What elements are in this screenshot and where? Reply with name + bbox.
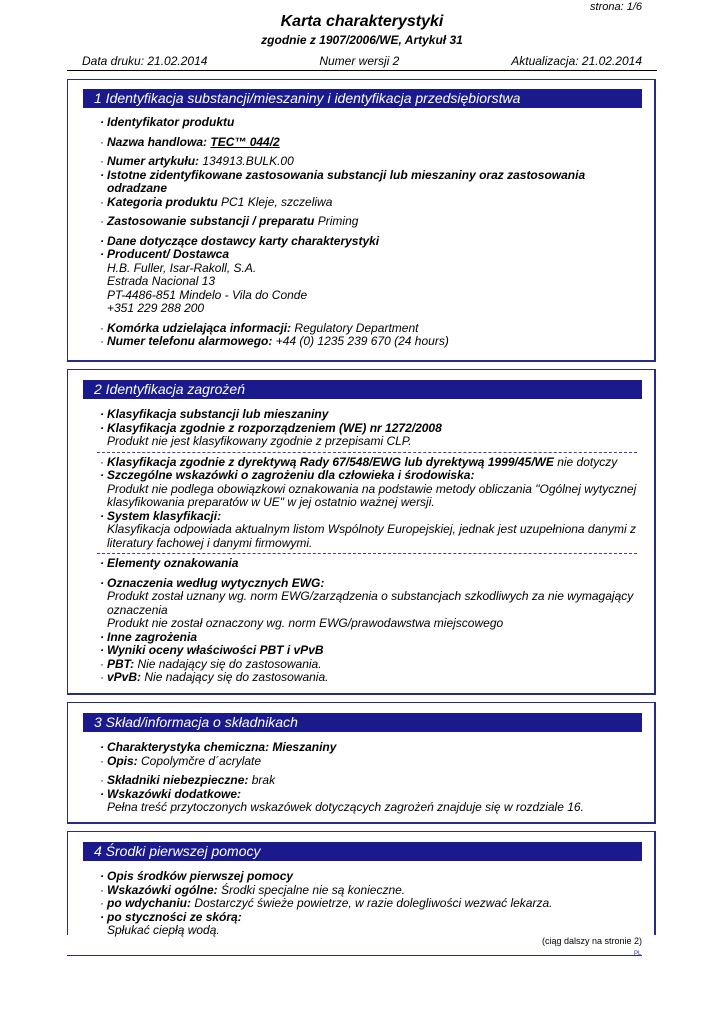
pbt: · PBT: Nie nadający się do zastosowania. [100, 656, 322, 671]
section-1 [67, 79, 656, 362]
dashed-divider [97, 553, 637, 554]
additional-info: · Wskazówki dodatkowe: [100, 786, 242, 801]
additional-info-text: Pełna treść przytoczonych wskazówek dotyczących zagrożeń znajduje się w rozdziale 16. [107, 800, 584, 814]
section-2-content [100, 408, 644, 685]
skin-contact-text: Spłukać ciepłą wodą. [107, 923, 220, 937]
version-number: Numer wersji 2 [319, 54, 400, 68]
eec-text-1: Produkt został uznany wg. norm EWG/zarządzenia o substancjach szkodliwych za nie wymagający oznaczenia [107, 589, 634, 617]
description: · Opis: Copolymčre d´acrylate [100, 753, 262, 768]
product-category: · Kategoria produktu PC1 Kleje, szczeliwa [100, 194, 333, 209]
language-code: PL [634, 951, 642, 957]
classification-system-text: Klasyfikacja odpowiada aktualnym listom Wspólnoty Europejskiej, jednak jest uzupełniona danymi z literatury fachowej i danymi firmowymi. [107, 522, 636, 550]
update-date: Aktualizacja: 21.02.2014 [511, 54, 642, 68]
section-2-title: 2 Identyfikacja zagrożeń [83, 380, 642, 399]
continuation-note: (ciąg dalszy na stronie 2) [541, 936, 642, 946]
hazardous-components: · Składniki niebezpieczne: brak [100, 773, 276, 787]
inhalation: · po wdychaniu: Dostarczyć świeże powietrze, w razie dolegliwości wezwać lekarza. [100, 896, 553, 910]
section-3-content [100, 741, 644, 815]
classification: · Klasyfikacja substancji lub mieszaniny [100, 407, 329, 421]
general-advice: · Wskazówki ogólne: Środki specjalne nie są konieczne. [100, 882, 406, 897]
header-divider [67, 70, 657, 71]
clp-text: Produkt nie jest klasyfikowany zgodnie z przepisami CLP. [107, 434, 412, 448]
emergency-phone: · Numer telefonu alarmowego: +44 (0) 1235 239 670 (24 hours) [100, 334, 449, 348]
section-4-title: 4 Środki pierwszej pomocy [83, 842, 642, 861]
address-line: PT-4486-851 Mindelo - Vila do Conde [107, 287, 308, 302]
footer-divider [67, 955, 642, 956]
document-title: Karta charakterystyki [280, 13, 444, 30]
vpvb: · vPvB: Nie nadający się do zastosowania. [100, 670, 329, 684]
document-subtitle: zgodnie z 1907/2006/WE, Artykuł 31 [261, 33, 463, 47]
first-aid-measures: · Opis środków pierwszej pomocy [100, 869, 294, 883]
dashed-divider [97, 452, 637, 453]
page-number: strona: 1/6 [590, 1, 642, 13]
supplier-details: · Dane dotyczące dostawcy karty charakterystyki [100, 233, 380, 248]
section-4-content [100, 870, 644, 938]
label-elements: · Elementy oznakowania [100, 556, 239, 570]
trade-name: · Nazwa handlowa: TEC™ 044/2 [100, 134, 280, 149]
section-2 [67, 369, 656, 695]
address-line: H.B. Fuller, Isar-Rakoll, S.A. [107, 260, 257, 275]
pbt-results: · Wyniki oceny właściwości PBT i vPvB [100, 643, 324, 657]
producer-label: · Producent/ Dostawca [100, 247, 230, 261]
clp-classification: · Klasyfikacja zgodnie z rozporządzeniem (WE) nr 1272/2008 [100, 420, 442, 435]
info-department: · Komórka udzielająca informacji: Regulatory Department [100, 320, 419, 335]
eec-marking: · Oznaczenia według wytycznych EWG: [100, 575, 325, 590]
chemical-characteristic: · Charakterystyka chemiczna: Mieszaniny [100, 740, 337, 754]
product-identifier: · Identyfikator produktu [100, 115, 235, 129]
section-1-content [100, 116, 644, 349]
application: · Zastosowanie substancji / preparatu Priming [100, 214, 359, 228]
dsd-classification: · Klasyfikacja zgodnie z dyrektywą Rady 67/548/EWG lub dyrektywą 1999/45/WE nie dotyczy [100, 454, 618, 469]
skin-contact: · po styczności ze skórą: [100, 909, 242, 924]
address-line: Estrada Nacional 13 [107, 274, 216, 288]
address-line: +351 229 288 200 [107, 301, 205, 315]
other-hazards: · Inne zagrożenia [100, 629, 198, 644]
article-number: · Numer artykułu: 134913.BULK.00 [100, 154, 294, 168]
special-hazards: · Szczególne wskazówki o zagrożeniu dla człowieka i środowiska: [100, 468, 475, 482]
identified-uses: · Istotne zidentyfikowane zastosowania substancji lub mieszaniny oraz zastosowania odradzane [100, 167, 586, 195]
section-3-title: 3 Skład/informacja o składnikach [83, 713, 642, 732]
section-1-title: 1 Identyfikacja substancji/mieszaniny i identyfikacja przedsiębiorstwa [83, 89, 642, 108]
eec-text-2: Produkt nie został oznaczony wg. norm EWG/prawodawstwa miejscowego [107, 616, 504, 630]
meta-row [82, 54, 642, 68]
print-date: Data druku: 21.02.2014 [82, 54, 208, 68]
section-4 [67, 831, 656, 935]
special-hazards-text: Produkt nie podlega obowiązkowi oznakowania na podstawie metody obliczania "Ogólnej wytycznej klasyfikowania preparatów w UE" w jej ostatnio ważnej wersji. [107, 481, 637, 509]
section-3 [67, 702, 656, 824]
classification-system: · System klasyfikacji: [100, 508, 222, 523]
